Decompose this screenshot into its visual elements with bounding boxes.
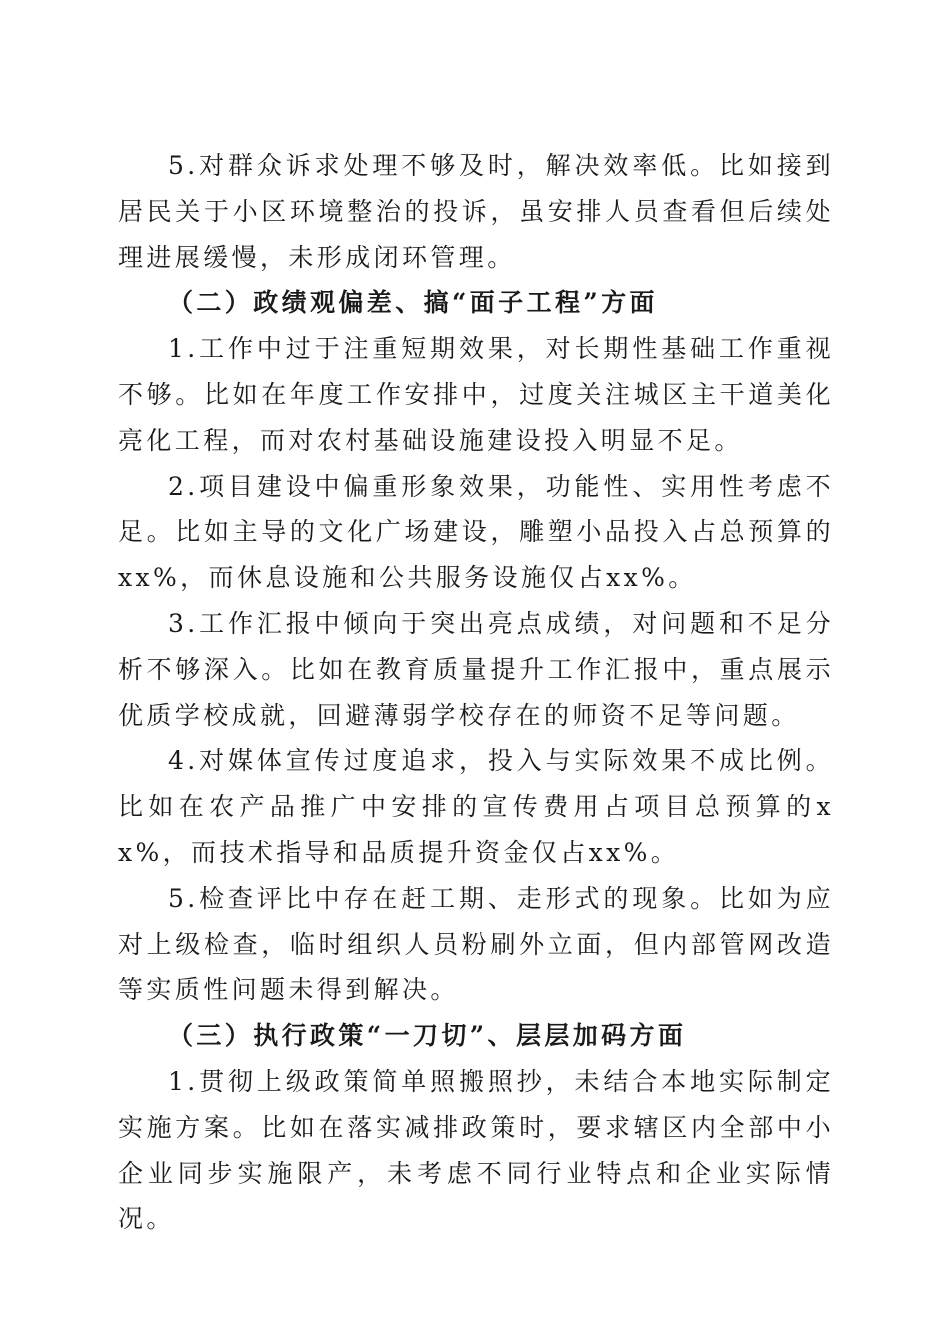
paragraph-item-1-short-term: 1.工作中过于注重短期效果，对长期性基础工作重视不够。比如在年度工作安排中，过度关注城区主干道美化亮化工程，而对农村基础设施建设投入明显不足。: [118, 334, 834, 455]
paragraph-item-3-reporting: 3.工作汇报中倾向于突出亮点成绩，对问题和不足分析不够深入。比如在教育质量提升工作汇报中，重点展示优质学校成就，回避薄弱学校存在的师资不足等问题。: [118, 608, 834, 730]
paragraph-item-1-policy-copy: 1.贯彻上级政策简单照搬照抄，未结合本地实际制定实施方案。比如在落实减排政策时，要求辖区内全部中小企业同步实施限产，未考虑不同行业特点和企业实际情况。: [118, 1066, 834, 1234]
section-heading-3: （三）执行政策“一刀切”、层层加码方面: [168, 1021, 687, 1051]
paragraph-item-5-inspection: 5.检查评比中存在赶工期、走形式的现象。比如为应对上级检查，临时组织人员粉刷外立面，但内部管网改造等实质性问题未得到解决。: [118, 883, 834, 1005]
document-body: [118, 143, 834, 1242]
paragraph-item-2-image-projects: 2.项目建设中偏重形象效果，功能性、实用性考虑不足。比如主导的文化广场建设，雕塑小品投入占总预算的xx%，而休息设施和公共服务设施仅占xx%。: [118, 471, 834, 593]
paragraph-item-4-media: 4.对媒体宣传过度追求，投入与实际效果不成比例。比如在农产品推广中安排的宣传费用占项目总预算的xx%，而技术指导和品质提升资金仅占xx%。: [118, 746, 834, 867]
paragraph-item-5-response: 5.对群众诉求处理不够及时，解决效率低。比如接到居民关于小区环境整治的投诉，虽安排人员查看但后续处理进展缓慢，未形成闭环管理。: [118, 151, 834, 272]
section-heading-2: （二）政绩观偏差、搞“面子工程”方面: [168, 288, 658, 318]
